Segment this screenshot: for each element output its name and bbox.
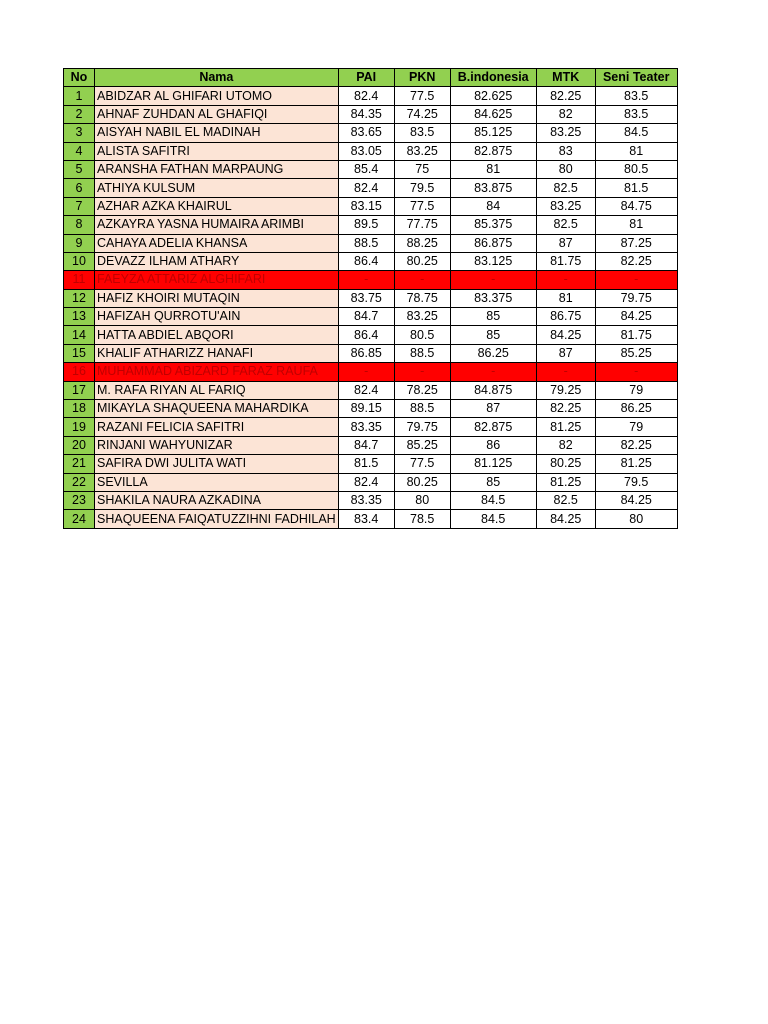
score-pkn: 85.25 [394,436,450,454]
row-number: 21 [64,455,95,473]
score-pkn: 80.25 [394,473,450,491]
table-row [64,105,678,123]
row-number: 14 [64,326,95,344]
student-name: SHAQUEENA FAIQATUZZIHNI FADHILAH [95,510,339,528]
table-row [64,142,678,160]
student-name: FAEYZA ATTARIZ ALGHIFARI [95,271,339,289]
score-mtk: 81.75 [536,252,595,270]
score-mtk: 81 [536,289,595,307]
score-bindonesia: 83.125 [450,252,536,270]
table-row [64,473,678,491]
table-row [64,308,678,326]
row-number: 18 [64,400,95,418]
table-row [64,179,678,197]
score-pai: 82.4 [338,179,394,197]
row-number: 17 [64,381,95,399]
row-number: 8 [64,216,95,234]
row-number: 23 [64,491,95,509]
score-seni-teater: 83.5 [595,87,677,105]
score-seni-teater: 80 [595,510,677,528]
score-pai: 86.4 [338,252,394,270]
score-pkn: 77.75 [394,216,450,234]
score-bindonesia: 86.875 [450,234,536,252]
score-seni-teater: 87.25 [595,234,677,252]
row-number: 4 [64,142,95,160]
score-pkn: 80.25 [394,252,450,270]
header-pkn: PKN [394,69,450,87]
score-bindonesia: 87 [450,400,536,418]
score-mtk: 82.5 [536,216,595,234]
score-mtk: - [536,363,595,381]
row-number: 7 [64,197,95,215]
score-pkn: 88.5 [394,400,450,418]
header-mtk: MTK [536,69,595,87]
score-pai: 83.35 [338,491,394,509]
score-seni-teater: 86.25 [595,400,677,418]
score-mtk: 87 [536,234,595,252]
score-seni-teater: 79 [595,381,677,399]
score-seni-teater: - [595,271,677,289]
row-number: 1 [64,87,95,105]
table-row [64,400,678,418]
table-row [64,197,678,215]
student-name: ALISTA SAFITRI [95,142,339,160]
score-pkn: 78.75 [394,289,450,307]
score-seni-teater: 79.5 [595,473,677,491]
student-name: M. RAFA RIYAN AL FARIQ [95,381,339,399]
table-row [64,289,678,307]
score-pai: 83.15 [338,197,394,215]
score-pkn: 77.5 [394,455,450,473]
score-pai: 83.65 [338,124,394,142]
table-row [64,326,678,344]
row-number: 22 [64,473,95,491]
score-bindonesia: 85.375 [450,216,536,234]
score-pai: - [338,271,394,289]
score-seni-teater: 81.75 [595,326,677,344]
score-bindonesia: 84 [450,197,536,215]
row-number: 20 [64,436,95,454]
table-row [64,271,678,289]
score-pai: 89.15 [338,400,394,418]
score-pkn: 88.5 [394,344,450,362]
student-name: DEVAZZ ILHAM ATHARY [95,252,339,270]
score-mtk: 83.25 [536,197,595,215]
score-mtk: 82 [536,436,595,454]
table-row [64,510,678,528]
score-bindonesia: 81.125 [450,455,536,473]
row-number: 16 [64,363,95,381]
score-seni-teater: 84.5 [595,124,677,142]
table-row [64,436,678,454]
student-name: KHALIF ATHARIZZ HANAFI [95,344,339,362]
score-bindonesia: 82.875 [450,142,536,160]
score-bindonesia: 84.875 [450,381,536,399]
score-pai: 82.4 [338,87,394,105]
row-number: 13 [64,308,95,326]
score-bindonesia: 86.25 [450,344,536,362]
score-mtk: 82.25 [536,400,595,418]
score-seni-teater: 82.25 [595,252,677,270]
table-row [64,344,678,362]
table-row [64,234,678,252]
score-seni-teater: 85.25 [595,344,677,362]
score-seni-teater: 79.75 [595,289,677,307]
student-name: SHAKILA NAURA AZKADINA [95,491,339,509]
score-mtk: 80.25 [536,455,595,473]
score-pai: 89.5 [338,216,394,234]
score-bindonesia: 82.875 [450,418,536,436]
student-name: AISYAH NABIL EL MADINAH [95,124,339,142]
student-name: MIKAYLA SHAQUEENA MAHARDIKA [95,400,339,418]
score-seni-teater: 79 [595,418,677,436]
score-mtk: 82 [536,105,595,123]
table-row [64,160,678,178]
score-mtk: 81.25 [536,473,595,491]
score-pkn: 80 [394,491,450,509]
student-name: AZHAR AZKA KHAIRUL [95,197,339,215]
header-no: No [64,69,95,87]
score-bindonesia: 83.875 [450,179,536,197]
student-name: CAHAYA ADELIA KHANSA [95,234,339,252]
score-pai: 84.7 [338,308,394,326]
score-bindonesia: 85.125 [450,124,536,142]
score-pkn: - [394,363,450,381]
score-pai: 85.4 [338,160,394,178]
student-name: MUHAMMAD ABIZARD FARAZ RAUFA [95,363,339,381]
score-pkn: 80.5 [394,326,450,344]
score-pkn: 83.25 [394,142,450,160]
score-seni-teater: 81.5 [595,179,677,197]
score-pkn: 77.5 [394,87,450,105]
row-number: 5 [64,160,95,178]
score-mtk: 83 [536,142,595,160]
score-mtk: 86.75 [536,308,595,326]
score-pkn: 78.25 [394,381,450,399]
header-bindonesia: B.indonesia [450,69,536,87]
score-mtk: 84.25 [536,510,595,528]
student-name: HATTA ABDIEL ABQORI [95,326,339,344]
student-name: ATHIYA KULSUM [95,179,339,197]
score-seni-teater: - [595,363,677,381]
score-pai: 84.7 [338,436,394,454]
score-pai: 82.4 [338,473,394,491]
student-name: AZKAYRA YASNA HUMAIRA ARIMBI [95,216,339,234]
score-pai: 83.35 [338,418,394,436]
score-mtk: 82.25 [536,87,595,105]
score-bindonesia: 83.375 [450,289,536,307]
score-seni-teater: 81 [595,142,677,160]
table-row [64,418,678,436]
student-name: ABIDZAR AL GHIFARI UTOMO [95,87,339,105]
score-pai: 86.85 [338,344,394,362]
score-pkn: - [394,271,450,289]
score-mtk: 84.25 [536,326,595,344]
student-name: ARANSHA FATHAN MARPAUNG [95,160,339,178]
score-seni-teater: 81 [595,216,677,234]
row-number: 6 [64,179,95,197]
row-number: 12 [64,289,95,307]
score-bindonesia: 85 [450,326,536,344]
score-mtk: 80 [536,160,595,178]
score-bindonesia: 82.625 [450,87,536,105]
student-name: HAFIZAH QURROTU'AIN [95,308,339,326]
table-row [64,455,678,473]
score-pkn: 79.5 [394,179,450,197]
score-seni-teater: 84.25 [595,308,677,326]
score-bindonesia: 84.625 [450,105,536,123]
score-pkn: 79.75 [394,418,450,436]
score-seni-teater: 83.5 [595,105,677,123]
score-seni-teater: 81.25 [595,455,677,473]
score-bindonesia: - [450,271,536,289]
student-name: AHNAF ZUHDAN AL GHAFIQI [95,105,339,123]
table-row [64,87,678,105]
score-seni-teater: 84.75 [595,197,677,215]
score-mtk: 87 [536,344,595,362]
student-name: SEVILLA [95,473,339,491]
score-bindonesia: 85 [450,473,536,491]
table-row [64,381,678,399]
table-row [64,124,678,142]
table-row [64,252,678,270]
score-mtk: 82.5 [536,491,595,509]
score-mtk: 83.25 [536,124,595,142]
table-row [64,491,678,509]
score-bindonesia: 84.5 [450,510,536,528]
header-pai: PAI [338,69,394,87]
score-bindonesia: 86 [450,436,536,454]
row-number: 24 [64,510,95,528]
score-pai: 82.4 [338,381,394,399]
score-bindonesia: 85 [450,308,536,326]
table-row [64,363,678,381]
score-bindonesia: 84.5 [450,491,536,509]
student-name: RINJANI WAHYUNIZAR [95,436,339,454]
score-pai: - [338,363,394,381]
score-seni-teater: 82.25 [595,436,677,454]
score-pai: 83.05 [338,142,394,160]
row-number: 2 [64,105,95,123]
score-pkn: 88.25 [394,234,450,252]
score-pai: 86.4 [338,326,394,344]
score-mtk: - [536,271,595,289]
score-pkn: 83.5 [394,124,450,142]
row-number: 9 [64,234,95,252]
row-number: 11 [64,271,95,289]
score-pkn: 74.25 [394,105,450,123]
score-pai: 88.5 [338,234,394,252]
score-pkn: 78.5 [394,510,450,528]
score-pai: 83.75 [338,289,394,307]
student-name: HAFIZ KHOIRI MUTAQIN [95,289,339,307]
row-number: 10 [64,252,95,270]
score-seni-teater: 80.5 [595,160,677,178]
score-bindonesia: - [450,363,536,381]
row-number: 3 [64,124,95,142]
row-number: 15 [64,344,95,362]
score-pai: 81.5 [338,455,394,473]
student-name: RAZANI FELICIA SAFITRI [95,418,339,436]
row-number: 19 [64,418,95,436]
score-pkn: 83.25 [394,308,450,326]
score-mtk: 79.25 [536,381,595,399]
score-bindonesia: 81 [450,160,536,178]
score-pkn: 77.5 [394,197,450,215]
student-name: SAFIRA DWI JULITA WATI [95,455,339,473]
score-pkn: 75 [394,160,450,178]
score-mtk: 81.25 [536,418,595,436]
table-row [64,216,678,234]
score-pai: 84.35 [338,105,394,123]
header-seni-teater: Seni Teater [595,69,677,87]
score-seni-teater: 84.25 [595,491,677,509]
header-row [64,69,678,87]
score-mtk: 82.5 [536,179,595,197]
score-pai: 83.4 [338,510,394,528]
header-nama: Nama [95,69,339,87]
grades-table [63,68,678,529]
